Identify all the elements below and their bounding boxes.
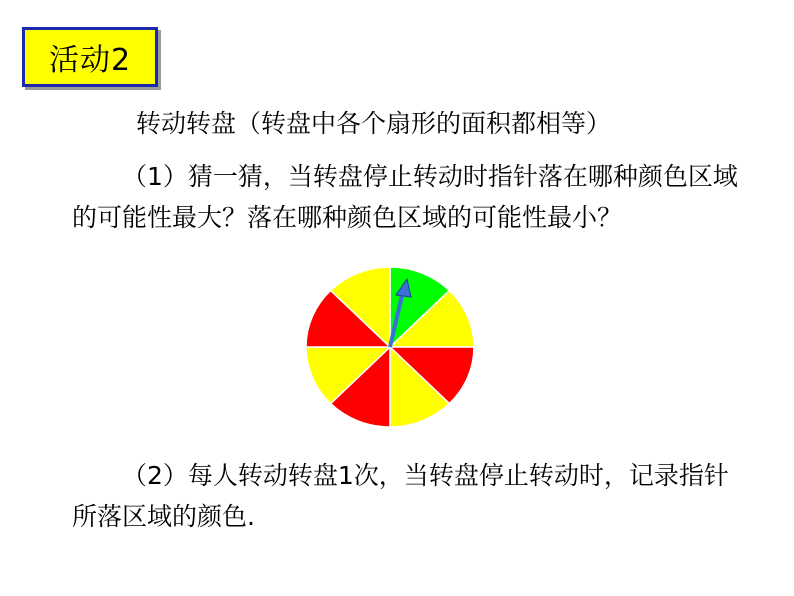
activity-subtitle: 转动转盘（转盘中各个扇形的面积都相等） (136, 109, 612, 138)
activity-badge-label: 活动2 (48, 43, 132, 78)
question-2: （2）每人转动转盘1次，当转盘停止转动时，记录指针所落区域的颜色. (72, 461, 729, 531)
question-1: （1）猜一猜，当转盘停止转动时指针落在哪种颜色区域的可能性最大？落在哪种颜色区域的可能性最小？ (72, 162, 738, 232)
activity-badge (22, 27, 158, 87)
spinner-wheel[interactable] (300, 265, 480, 430)
